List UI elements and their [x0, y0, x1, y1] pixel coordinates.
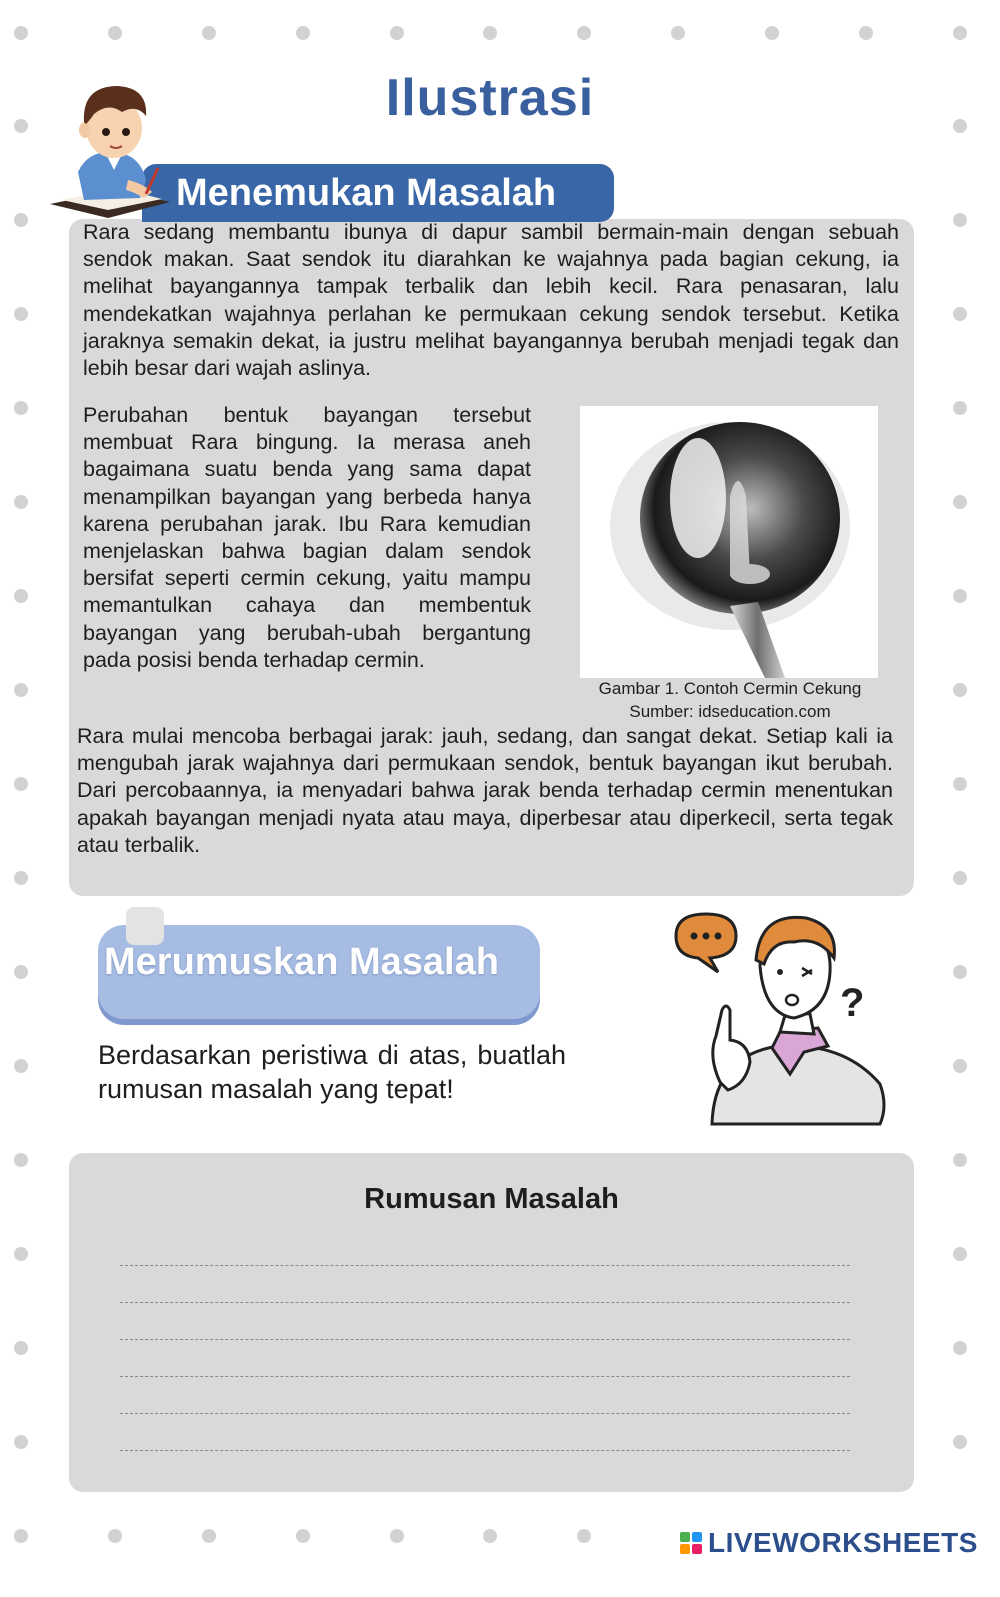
border-dot [202, 26, 216, 40]
instruction-text: Berdasarkan peristiwa di atas, buatlah rumusan masalah yang tepat! [98, 1040, 566, 1104]
logo-icon [680, 1532, 702, 1554]
border-dot [953, 777, 967, 791]
border-dot [953, 1059, 967, 1073]
border-dot [953, 589, 967, 603]
border-dot [953, 1153, 967, 1167]
border-dot [953, 401, 967, 415]
page-title: Ilustrasi [385, 69, 595, 127]
story-paragraph-1: Rara sedang membantu ibunya di dapur sambil bermain-main dengan sebuah sendok makan. Saat sendok itu diarahkan ke wajahnya pada bagian cekung, ia melihat bayangannya tampak terbalik dan lebih kecil. Rara penasaran, lalu mendekatkan wajahnya perlahan ke permukaan cekung sendok tersebut. Ketika jaraknya semakin dekat, ia justru melihat bayangannya berubah menjadi tegak dan lebih besar dari wajah aslinya. [83, 220, 899, 381]
border-dot [108, 26, 122, 40]
border-dot [14, 26, 28, 40]
border-dot [953, 871, 967, 885]
border-dot [483, 1529, 497, 1543]
svg-text:?: ? [840, 981, 865, 1025]
border-dot [577, 26, 591, 40]
border-dot [953, 1435, 967, 1449]
answer-line[interactable] [120, 1265, 850, 1266]
border-dot [14, 871, 28, 885]
footer-brand: LIVEWORKSHEETS [708, 1527, 978, 1558]
border-dot [953, 307, 967, 321]
answer-line[interactable] [120, 1450, 850, 1451]
border-dot [577, 1529, 591, 1543]
answer-line[interactable] [120, 1339, 850, 1340]
border-dot [296, 26, 310, 40]
border-dot [765, 26, 779, 40]
border-dot [108, 1529, 122, 1543]
border-dot [14, 683, 28, 697]
border-dot [14, 1153, 28, 1167]
answer-panel-title: Rumusan Masalah [364, 1183, 619, 1215]
border-dot [953, 213, 967, 227]
border-dot [953, 683, 967, 697]
answer-line[interactable] [120, 1413, 850, 1414]
border-dot [953, 965, 967, 979]
border-dot [953, 26, 967, 40]
border-dot [14, 401, 28, 415]
boy-writing-illustration [48, 72, 178, 232]
confused-man-illustration [668, 906, 898, 1134]
border-dot [14, 1059, 28, 1073]
border-dot [671, 26, 685, 40]
answer-line[interactable] [120, 1376, 850, 1377]
border-dot [14, 307, 28, 321]
section-banner-menemukan-masalah: Menemukan Masalah [142, 164, 614, 222]
border-dot [14, 1529, 28, 1543]
banner-tab-decoration [126, 907, 164, 945]
border-dot [202, 1529, 216, 1543]
border-dot [953, 495, 967, 509]
story-paragraph-2: Perubahan bentuk bayangan tersebut membuat Rara bingung. Ia merasa aneh bagaimana suatu benda yang sama dapat menampilkan bayangan yang berbeda hanya karena perubahan jarak. Ibu Rara kemudian menjelaskan bahwa bagian dalam sendok bersifat seperti cermin cekung, yaitu mampu memantulkan cahaya dan membentuk bayangan yang berubah-ubah bergantung pada posisi benda terhadap cermin. [83, 403, 531, 672]
section-banner-label: Merumuskan Masalah [104, 941, 499, 983]
figure-source: Sumber: idseducation.com [629, 702, 831, 721]
border-dot [953, 1247, 967, 1261]
border-dot [14, 965, 28, 979]
figure-caption: Gambar 1. Contoh Cermin Cekung [598, 679, 862, 698]
border-dot [14, 589, 28, 603]
border-dot [296, 1529, 310, 1543]
border-dot [390, 1529, 404, 1543]
concave-spoon-photo [580, 406, 878, 678]
border-dot [859, 26, 873, 40]
border-dot [483, 26, 497, 40]
border-dot [14, 495, 28, 509]
border-dot [14, 777, 28, 791]
liveworksheets-logo [680, 1525, 978, 1561]
story-paragraph-3: Rara mulai mencoba berbagai jarak: jauh, sedang, dan sangat dekat. Setiap kali ia mengubah jarak wajahnya dari permukaan sendok, bentuk bayangan ikut berubah. Dari percobaannya, ia menyadari bahwa jarak benda terhadap cermin menentukan apakah bayangan menjadi nyata atau maya, diperbesar atau diperkecil, serta tegak atau terbalik. [77, 724, 893, 857]
answer-line[interactable] [120, 1302, 850, 1303]
border-dot [14, 213, 28, 227]
border-dot [14, 1341, 28, 1355]
border-dot [953, 1341, 967, 1355]
border-dot [390, 26, 404, 40]
border-dot [14, 1435, 28, 1449]
border-dot [14, 1247, 28, 1261]
